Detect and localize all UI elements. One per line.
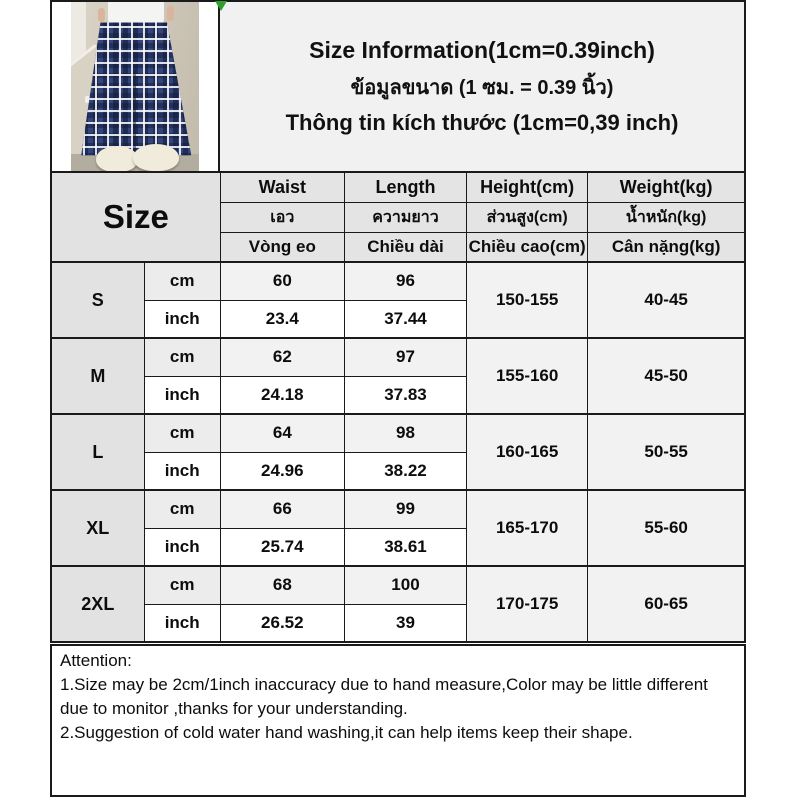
height-range-value: 160-165 <box>467 414 588 490</box>
unit-cell-inch: inch <box>144 604 220 642</box>
length-inch-value: 37.44 <box>344 300 466 338</box>
unit-cell-inch: inch <box>144 300 220 338</box>
title-thai: ข้อมูลขนาด (1 ซม. = 0.39 นิ้ว) <box>350 77 614 99</box>
column-header-weight-vi: Cân nặng(kg) <box>588 232 745 262</box>
length-cm-value: 97 <box>344 338 466 376</box>
column-header-height-en: Height(cm) <box>467 172 588 202</box>
length-inch-value: 38.61 <box>344 528 466 566</box>
unit-cell-inch: inch <box>144 452 220 490</box>
waist-cm-value: 62 <box>220 338 344 376</box>
waist-inch-value: 24.18 <box>220 376 344 414</box>
height-range-value: 170-175 <box>467 566 588 642</box>
waist-inch-value: 26.52 <box>220 604 344 642</box>
length-cm-value: 96 <box>344 262 466 300</box>
column-header-height-vi: Chiều cao(cm) <box>467 232 588 262</box>
size-corner-label: Size <box>51 172 220 262</box>
waist-cm-value: 64 <box>220 414 344 452</box>
attention-note-2: 2.Suggestion of cold water hand washing,it can help items keep their shape. <box>60 723 633 742</box>
size-label-s: S <box>51 262 144 338</box>
length-inch-value: 38.22 <box>344 452 466 490</box>
weight-range-value: 45-50 <box>588 338 745 414</box>
size-label-m: M <box>51 338 144 414</box>
column-header-weight-en: Weight(kg) <box>588 172 745 202</box>
unit-cell-cm: cm <box>144 338 220 376</box>
unit-cell-cm: cm <box>144 262 220 300</box>
column-header-waist-en: Waist <box>220 172 344 202</box>
size-chart-sheet <box>50 0 746 797</box>
photo-left-hand <box>98 8 105 22</box>
length-cm-value: 99 <box>344 490 466 528</box>
unit-cell-cm: cm <box>144 414 220 452</box>
height-range-value: 165-170 <box>467 490 588 566</box>
size-label-l: L <box>51 414 144 490</box>
column-header-length-th: ความยาว <box>344 202 466 232</box>
weight-range-value: 60-65 <box>588 566 745 642</box>
title-vietnamese: Thông tin kích thước (1cm=0,39 inch) <box>285 110 679 135</box>
column-header-length-vi: Chiều dài <box>344 232 466 262</box>
unit-cell-inch: inch <box>144 376 220 414</box>
waist-inch-value: 24.96 <box>220 452 344 490</box>
photo-right-hand <box>167 6 174 21</box>
title-panel <box>220 2 744 171</box>
green-corner-marker-icon <box>215 1 227 11</box>
photo-right-shoe <box>133 144 179 171</box>
waist-cm-value: 60 <box>220 262 344 300</box>
attention-box <box>50 644 746 797</box>
height-range-value: 155-160 <box>467 338 588 414</box>
attention-heading: Attention: <box>60 651 132 670</box>
waist-inch-value: 23.4 <box>220 300 344 338</box>
photo-left-shoe <box>96 146 138 171</box>
waist-cm-value: 66 <box>220 490 344 528</box>
unit-cell-cm: cm <box>144 490 220 528</box>
size-label-2xl: 2XL <box>51 566 144 642</box>
waist-inch-value: 25.74 <box>220 528 344 566</box>
weight-range-value: 55-60 <box>588 490 745 566</box>
height-range-value: 150-155 <box>467 262 588 338</box>
unit-cell-inch: inch <box>144 528 220 566</box>
column-header-waist-th: เอว <box>220 202 344 232</box>
weight-range-value: 40-45 <box>588 262 745 338</box>
title-english: Size Information(1cm=0.39inch) <box>309 37 655 63</box>
column-header-length-en: Length <box>344 172 466 202</box>
top-section <box>50 0 746 171</box>
length-cm-value: 100 <box>344 566 466 604</box>
column-header-height-th: ส่วนสูง(cm) <box>467 202 588 232</box>
attention-note-1: 1.Size may be 2cm/1inch inaccuracy due to hand measure,Color may be little different due to monitor ,thanks for your understanding. <box>60 675 708 718</box>
product-photo <box>71 2 199 171</box>
photo-leg-shadow <box>133 70 136 156</box>
length-cm-value: 98 <box>344 414 466 452</box>
size-label-xl: XL <box>51 490 144 566</box>
product-photo-cell <box>52 2 220 171</box>
column-header-waist-vi: Vòng eo <box>220 232 344 262</box>
waist-cm-value: 68 <box>220 566 344 604</box>
unit-cell-cm: cm <box>144 566 220 604</box>
weight-range-value: 50-55 <box>588 414 745 490</box>
length-inch-value: 37.83 <box>344 376 466 414</box>
length-inch-value: 39 <box>344 604 466 642</box>
column-header-weight-th: น้ำหนัก(kg) <box>588 202 745 232</box>
size-table <box>50 171 746 643</box>
